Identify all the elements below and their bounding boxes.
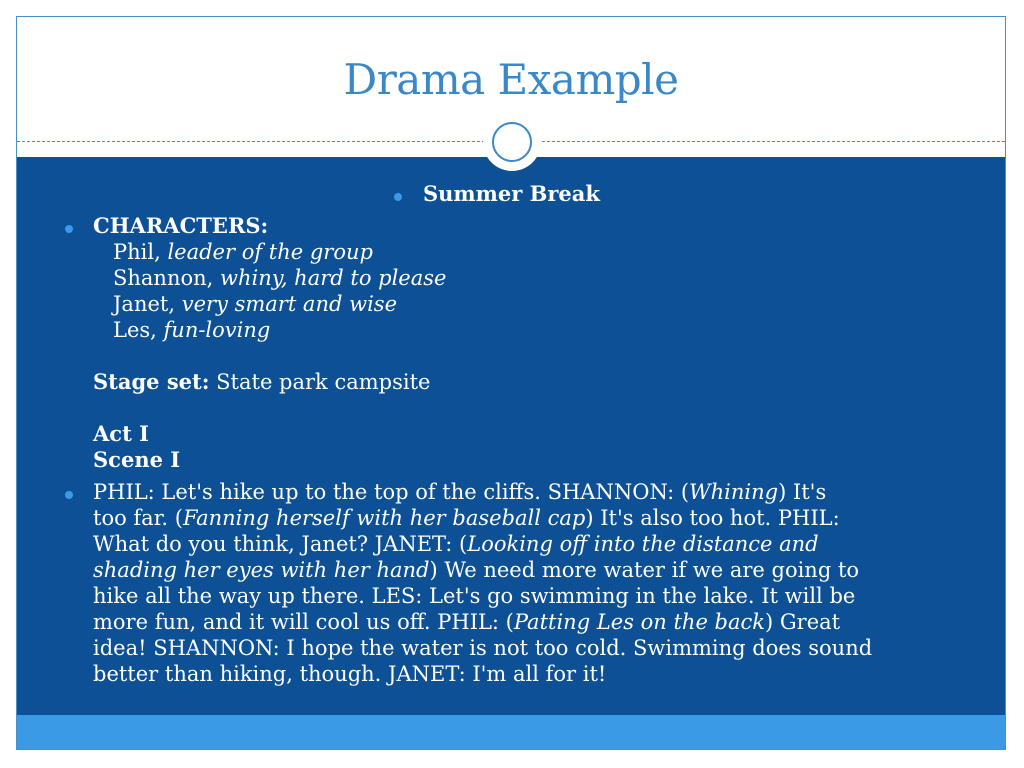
dialogue-text: idea! SHANNON: I hope the water is not too cold. Swimming does sound (93, 636, 873, 660)
bullet-icon (65, 491, 73, 499)
dialogue-line (93, 583, 993, 609)
character-phil (113, 239, 373, 265)
act-label: Act I (93, 421, 149, 446)
character-desc: whiny, hard to please (220, 266, 447, 290)
stage-direction: Looking off into the distance and (467, 532, 819, 556)
dialogue-line (93, 609, 993, 635)
dialogue-text: What do you think, Janet? JANET: ( (93, 532, 468, 556)
stage-set-label: Stage set: (93, 369, 210, 394)
character-name: Les, (113, 318, 157, 342)
stage-direction: Fanning herself with her baseball cap (182, 506, 586, 530)
stage-direction: shading her eyes with her hand (93, 558, 430, 582)
circle-ornament-icon (483, 113, 541, 171)
dialogue-text: better than hiking, though. JANET: I'm all for it! (93, 662, 607, 686)
stage-set-value: State park campsite (216, 370, 431, 394)
dialogue-paragraph (93, 479, 993, 687)
character-janet (113, 291, 397, 317)
slide (16, 16, 1006, 750)
character-les (113, 317, 270, 343)
dialogue-text: hike all the way up there. LES: Let's go swimming in the lake. It will be (93, 584, 856, 608)
dialogue-line (93, 557, 993, 583)
dialogue-text: PHIL: Let's hike up to the top of the cliffs. SHANNON: ( (93, 480, 690, 504)
circle-ring-icon (492, 122, 532, 162)
character-shannon (113, 265, 446, 291)
dialogue-line (93, 635, 993, 661)
summer-break-label: Summer Break (423, 181, 600, 206)
dialogue-text: more fun, and it will cool us off. PHIL: ( (93, 610, 514, 634)
stage-direction: Whining (689, 480, 779, 504)
scene-label: Scene I (93, 447, 181, 472)
stage-direction: Patting Les on the back (513, 610, 766, 634)
stage-set (93, 369, 430, 395)
bullet-icon (65, 225, 73, 233)
slide-title: Drama Example (343, 55, 679, 104)
dialogue-text: too far. ( (93, 506, 183, 530)
dialogue-text: ) It's also too hot. PHIL: (585, 506, 840, 530)
dialogue-text: ) We need more water if we are going to (429, 558, 860, 582)
character-desc: fun-loving (163, 318, 271, 342)
footer-band (17, 715, 1005, 750)
character-name: Janet, (113, 292, 176, 316)
dialogue-line (93, 479, 993, 505)
dialogue-line (93, 505, 993, 531)
character-desc: leader of the group (167, 240, 373, 264)
character-name: Shannon, (113, 266, 214, 290)
characters-heading: CHARACTERS: (93, 213, 269, 238)
dialogue-line (93, 661, 993, 687)
dialogue-text: ) It's (778, 480, 827, 504)
dialogue-text: ) Great (765, 610, 841, 634)
dialogue-line (93, 531, 993, 557)
bullet-icon (394, 193, 402, 201)
character-name: Phil, (113, 240, 161, 264)
character-desc: very smart and wise (181, 292, 397, 316)
